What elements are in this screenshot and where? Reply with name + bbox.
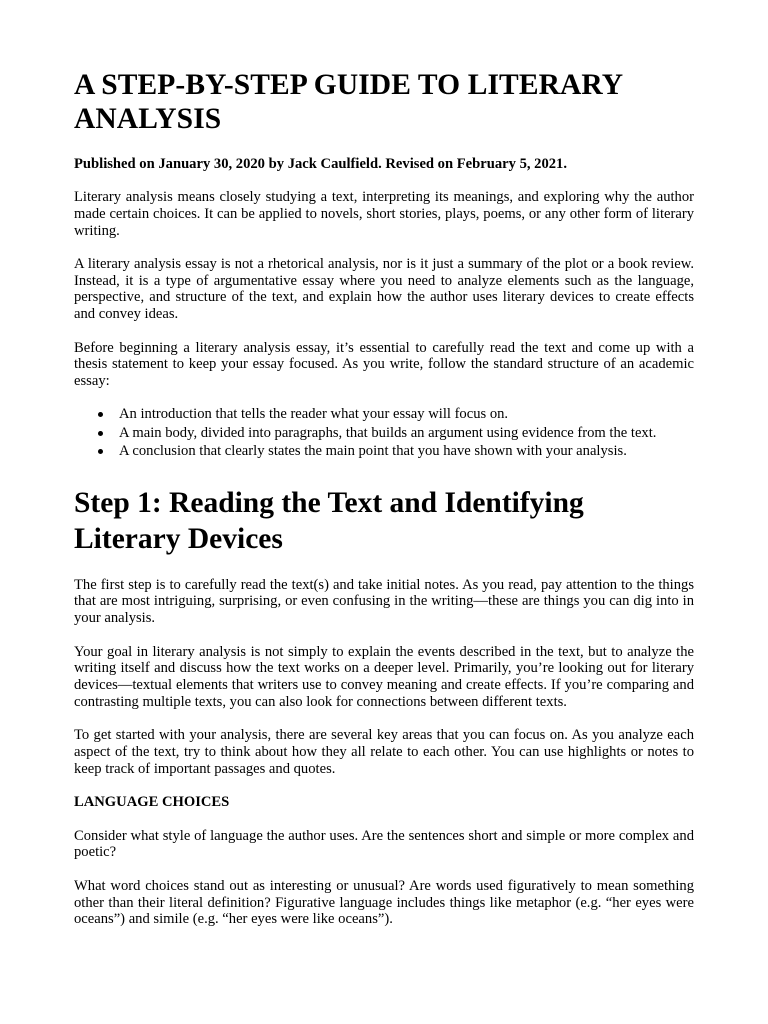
bullet-icon xyxy=(98,449,103,454)
list-item-text: An introduction that tells the reader what your essay will focus on. xyxy=(119,406,509,423)
step-1-heading: Step 1: Reading the Text and Identifying Literary Devices xyxy=(74,486,584,555)
publication-byline: Published on January 30, 2020 by Jack Caulfield. Revised on February 5, 2021. xyxy=(74,156,567,172)
step-1-paragraph: The first step is to carefully read the text(s) and take initial notes. As you read, pay attention to the things that are most intriguing, surprising, or even confusing in the writing—these are things you can dig into in your analysis. xyxy=(74,576,694,627)
list-item xyxy=(119,424,694,442)
bullet-icon xyxy=(98,431,103,436)
language-paragraph: Consider what style of language the author uses. Are the sentences short and simple or more complex and poetic? xyxy=(74,827,694,861)
language-choices-subheading: LANGUAGE CHOICES xyxy=(74,794,230,811)
list-item xyxy=(119,442,694,460)
bullet-icon xyxy=(98,412,103,417)
step-1-paragraph: To get started with your analysis, there are several key areas that you can focus on. As you analyze each aspect of the text, try to think about how they all relate to each other. You can use highlights or notes to keep track of important passages and quotes. xyxy=(74,727,694,777)
list-item-text: A conclusion that clearly states the main point that you have shown with your analysis. xyxy=(119,443,627,460)
list-item-text: A main body, divided into paragraphs, that builds an argument using evidence from the text. xyxy=(119,424,657,441)
intro-paragraph: Literary analysis means closely studying a text, interpreting its meanings, and exploring why the author made certain choices. It can be applied to novels, short stories, plays, poems, or any other form of literary writing. xyxy=(74,189,694,239)
document-title: A STEP-BY-STEP GUIDE TO LITERARY ANALYSIS xyxy=(74,69,623,135)
list-item xyxy=(119,405,694,423)
intro-paragraph: Before beginning a literary analysis essay, it’s essential to carefully read the text and come up with a thesis statement to keep your essay focused. As you write, follow the standard structure of an academic essay: xyxy=(74,339,694,390)
language-paragraph: What word choices stand out as interesting or unusual? Are words used figuratively to mean something other than their literal definition? Figurative language includes things like metaphor (e.g. “her eyes were oceans”) and simile (e.g. “her eyes were like oceans”). xyxy=(74,877,694,928)
step-1-paragraph: Your goal in literary analysis is not simply to explain the events described in the text, but to analyze the writing itself and discuss how the text works on a deeper level. Primarily, you’re looking out for literary devices—textual elements that writers use to convey meaning and create effects. If you’re comparing and contrasting multiple texts, you can also look for connections between different texts. xyxy=(74,643,694,710)
intro-paragraph: A literary analysis essay is not a rhetorical analysis, nor is it just a summary of the plot or a book review. Instead, it is a type of argumentative essay where you need to analyze elements such as the language, perspective, and structure of the text, and explain how the author uses literary devices to create effects and convey ideas. xyxy=(74,255,694,323)
essay-structure-list xyxy=(74,405,694,460)
